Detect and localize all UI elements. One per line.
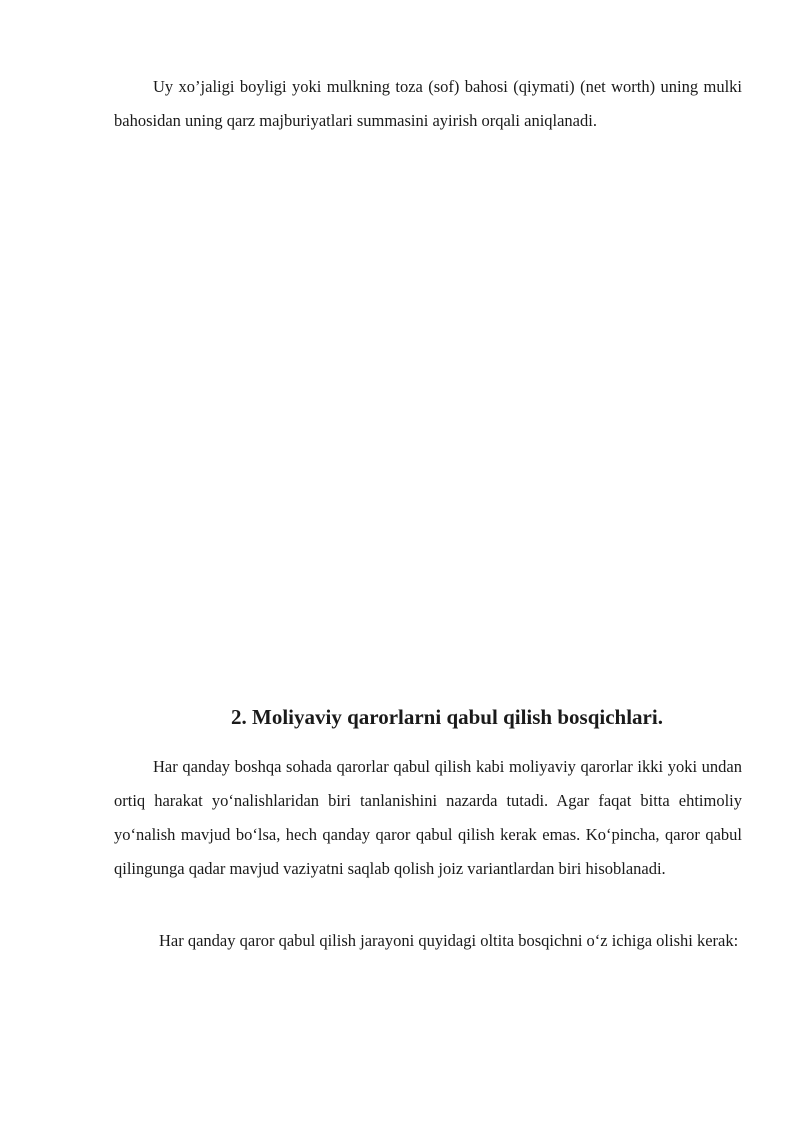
- intro-paragraph: Uy xo’jaligi boyligi yoki mulkning toza (sof) bahosi (qiymati) (net worth) uning mulki bahosidan uning qarz majburiyatlari summasini ayirish orqali aniqlanadi.: [114, 77, 742, 130]
- section-heading: 2. Moliyaviy qarorlarni qabul qilish bosqichlari.: [231, 705, 663, 729]
- body-paragraph-2: Har qanday qaror qabul qilish jarayoni quyidagi oltita bosqichni o‘z ichiga olishi kerak:: [159, 931, 739, 950]
- body-paragraph-1: Har qanday boshqa sohada qarorlar qabul qilish kabi moliyaviy qarorlar ikki yoki undan ortiq harakat yo‘nalishlaridan biri tanlanishini nazarda tutadi. Agar faqat bitta ehtimoliy yo‘nalish mavjud bo‘lsa, hech qanday qaror qabul qilish kerak emas. Ko‘pincha, qaror qabul qilingunga qadar mavjud vaziyatni saqlab qolish joiz variantlardan biri hisoblanadi.: [114, 757, 742, 878]
